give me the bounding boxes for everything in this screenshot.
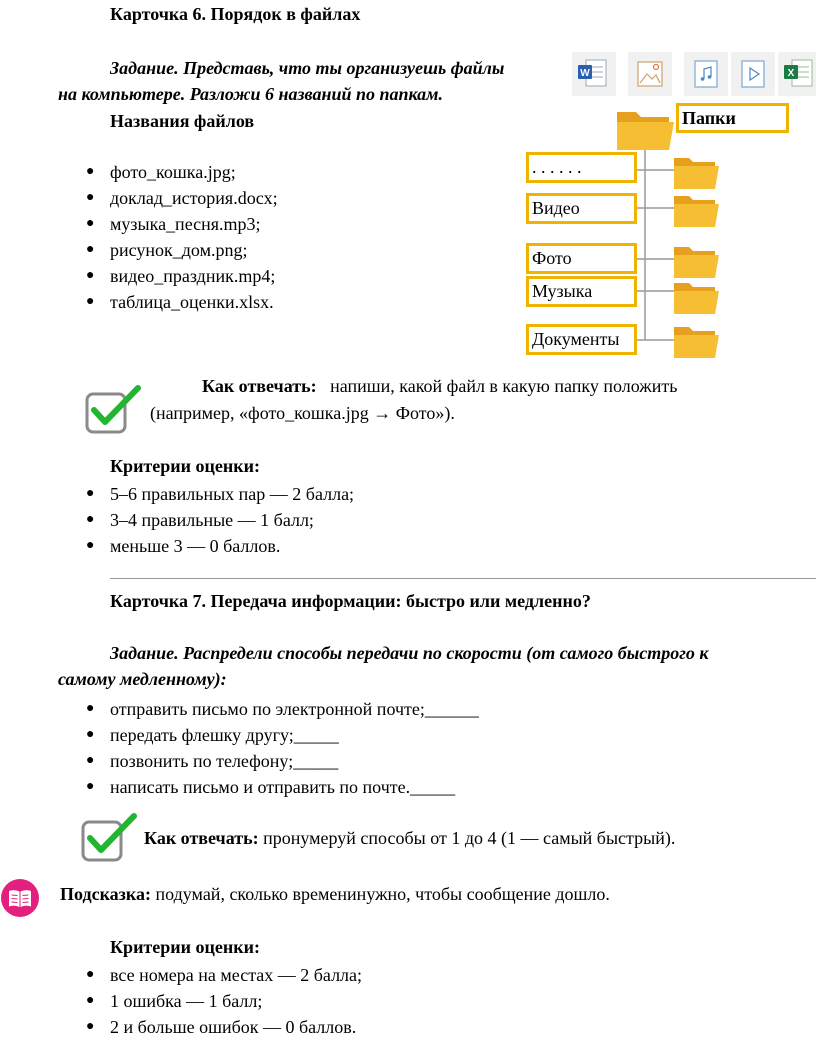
list-item: ● таблица_оценки.xlsx. [86,292,274,312]
card6-task-line2: на компьютере. Разложи 6 названий по папкам. [58,84,444,104]
list-item: ● видео_праздник.mp4; [86,266,276,286]
list-item: ● отправить письмо по электронной почте;______ [86,699,479,719]
card6-how: Как отвечать: напиши, какой файл в какую папку положить [202,376,678,396]
card7-criteria-list [86,962,363,1040]
list-item: ● позвонить по телефону;_____ [86,751,339,771]
card6-criteria-list [86,481,355,559]
list-item: ● доклад_история.docx; [86,188,278,208]
card7-title: Карточка 7. Передача информации: быстро или медленно? [110,591,591,611]
book-icon [0,878,40,918]
video-file-icon [731,52,775,96]
folder-icon [672,278,720,316]
card6-file-list [86,159,278,315]
list-item: ● 1 ошибка — 1 балл; [86,991,263,1011]
root-folder-label: Папки [676,103,789,133]
folder-label-music: Музыка [526,276,637,307]
image-file-icon [628,52,672,96]
card7-task-line1: Задание. Распредели способы передачи по скорости (от самого быстрого к [110,643,709,663]
list-item: ● музыка_песня.mp3; [86,214,261,234]
folder-label-blank: . . . . . . [526,152,637,183]
folder-label-documents: Документы [526,324,637,355]
card7-criteria-heading: Критерии оценки: [110,937,260,957]
folder-icon [672,191,720,229]
list-item: ● написать письмо и отправить по почте._____ [86,777,456,797]
root-folder-icon [614,104,676,154]
card7-hint: Подсказка: подумай, сколько временинужно, чтобы сообщение дошло. [60,884,610,904]
card7-task-line2: самому медленному): [58,669,227,689]
card6-how-line2: (например, «фото_кошка.jpg → Фото»). [150,403,455,423]
card7-how: Как отвечать: пронумеруй способы от 1 до 4 (1 — самый быстрый). [144,828,676,848]
folder-icon [672,322,720,360]
section-divider [110,578,816,579]
word-doc-icon [572,52,616,96]
svg-text:W: W [580,68,590,79]
card6-title: Карточка 6. Порядок в файлах [110,4,361,24]
checkbox-check-icon [84,384,144,436]
music-file-icon [684,52,728,96]
list-item: ● меньше 3 — 0 баллов. [86,536,281,556]
card6-files-heading: Названия файлов [110,111,255,131]
list-item: ● 2 и больше ошибок — 0 баллов. [86,1017,357,1037]
card6-task-line1: Задание. Представь, что ты организуешь файлы [110,58,505,78]
list-item: ● 3–4 правильные — 1 балл; [86,510,314,530]
folder-icon [672,153,720,191]
folder-icon [672,242,720,280]
list-item: ● 5–6 правильных пар — 2 балла; [86,484,355,504]
list-item: ● все номера на местах — 2 балла; [86,965,363,985]
card6-criteria-heading: Критерии оценки: [110,456,260,476]
folder-label-photo: Фото [526,243,637,274]
excel-file-icon [778,52,816,96]
card7-method-list [86,696,479,800]
list-item: ● фото_кошка.jpg; [86,162,236,182]
checkbox-check-icon [80,812,140,864]
list-item: ● передать флешку другу;_____ [86,725,339,745]
svg-text:X: X [787,68,795,79]
folder-label-video: Видео [526,193,637,224]
list-item: ● рисунок_дом.png; [86,240,248,260]
